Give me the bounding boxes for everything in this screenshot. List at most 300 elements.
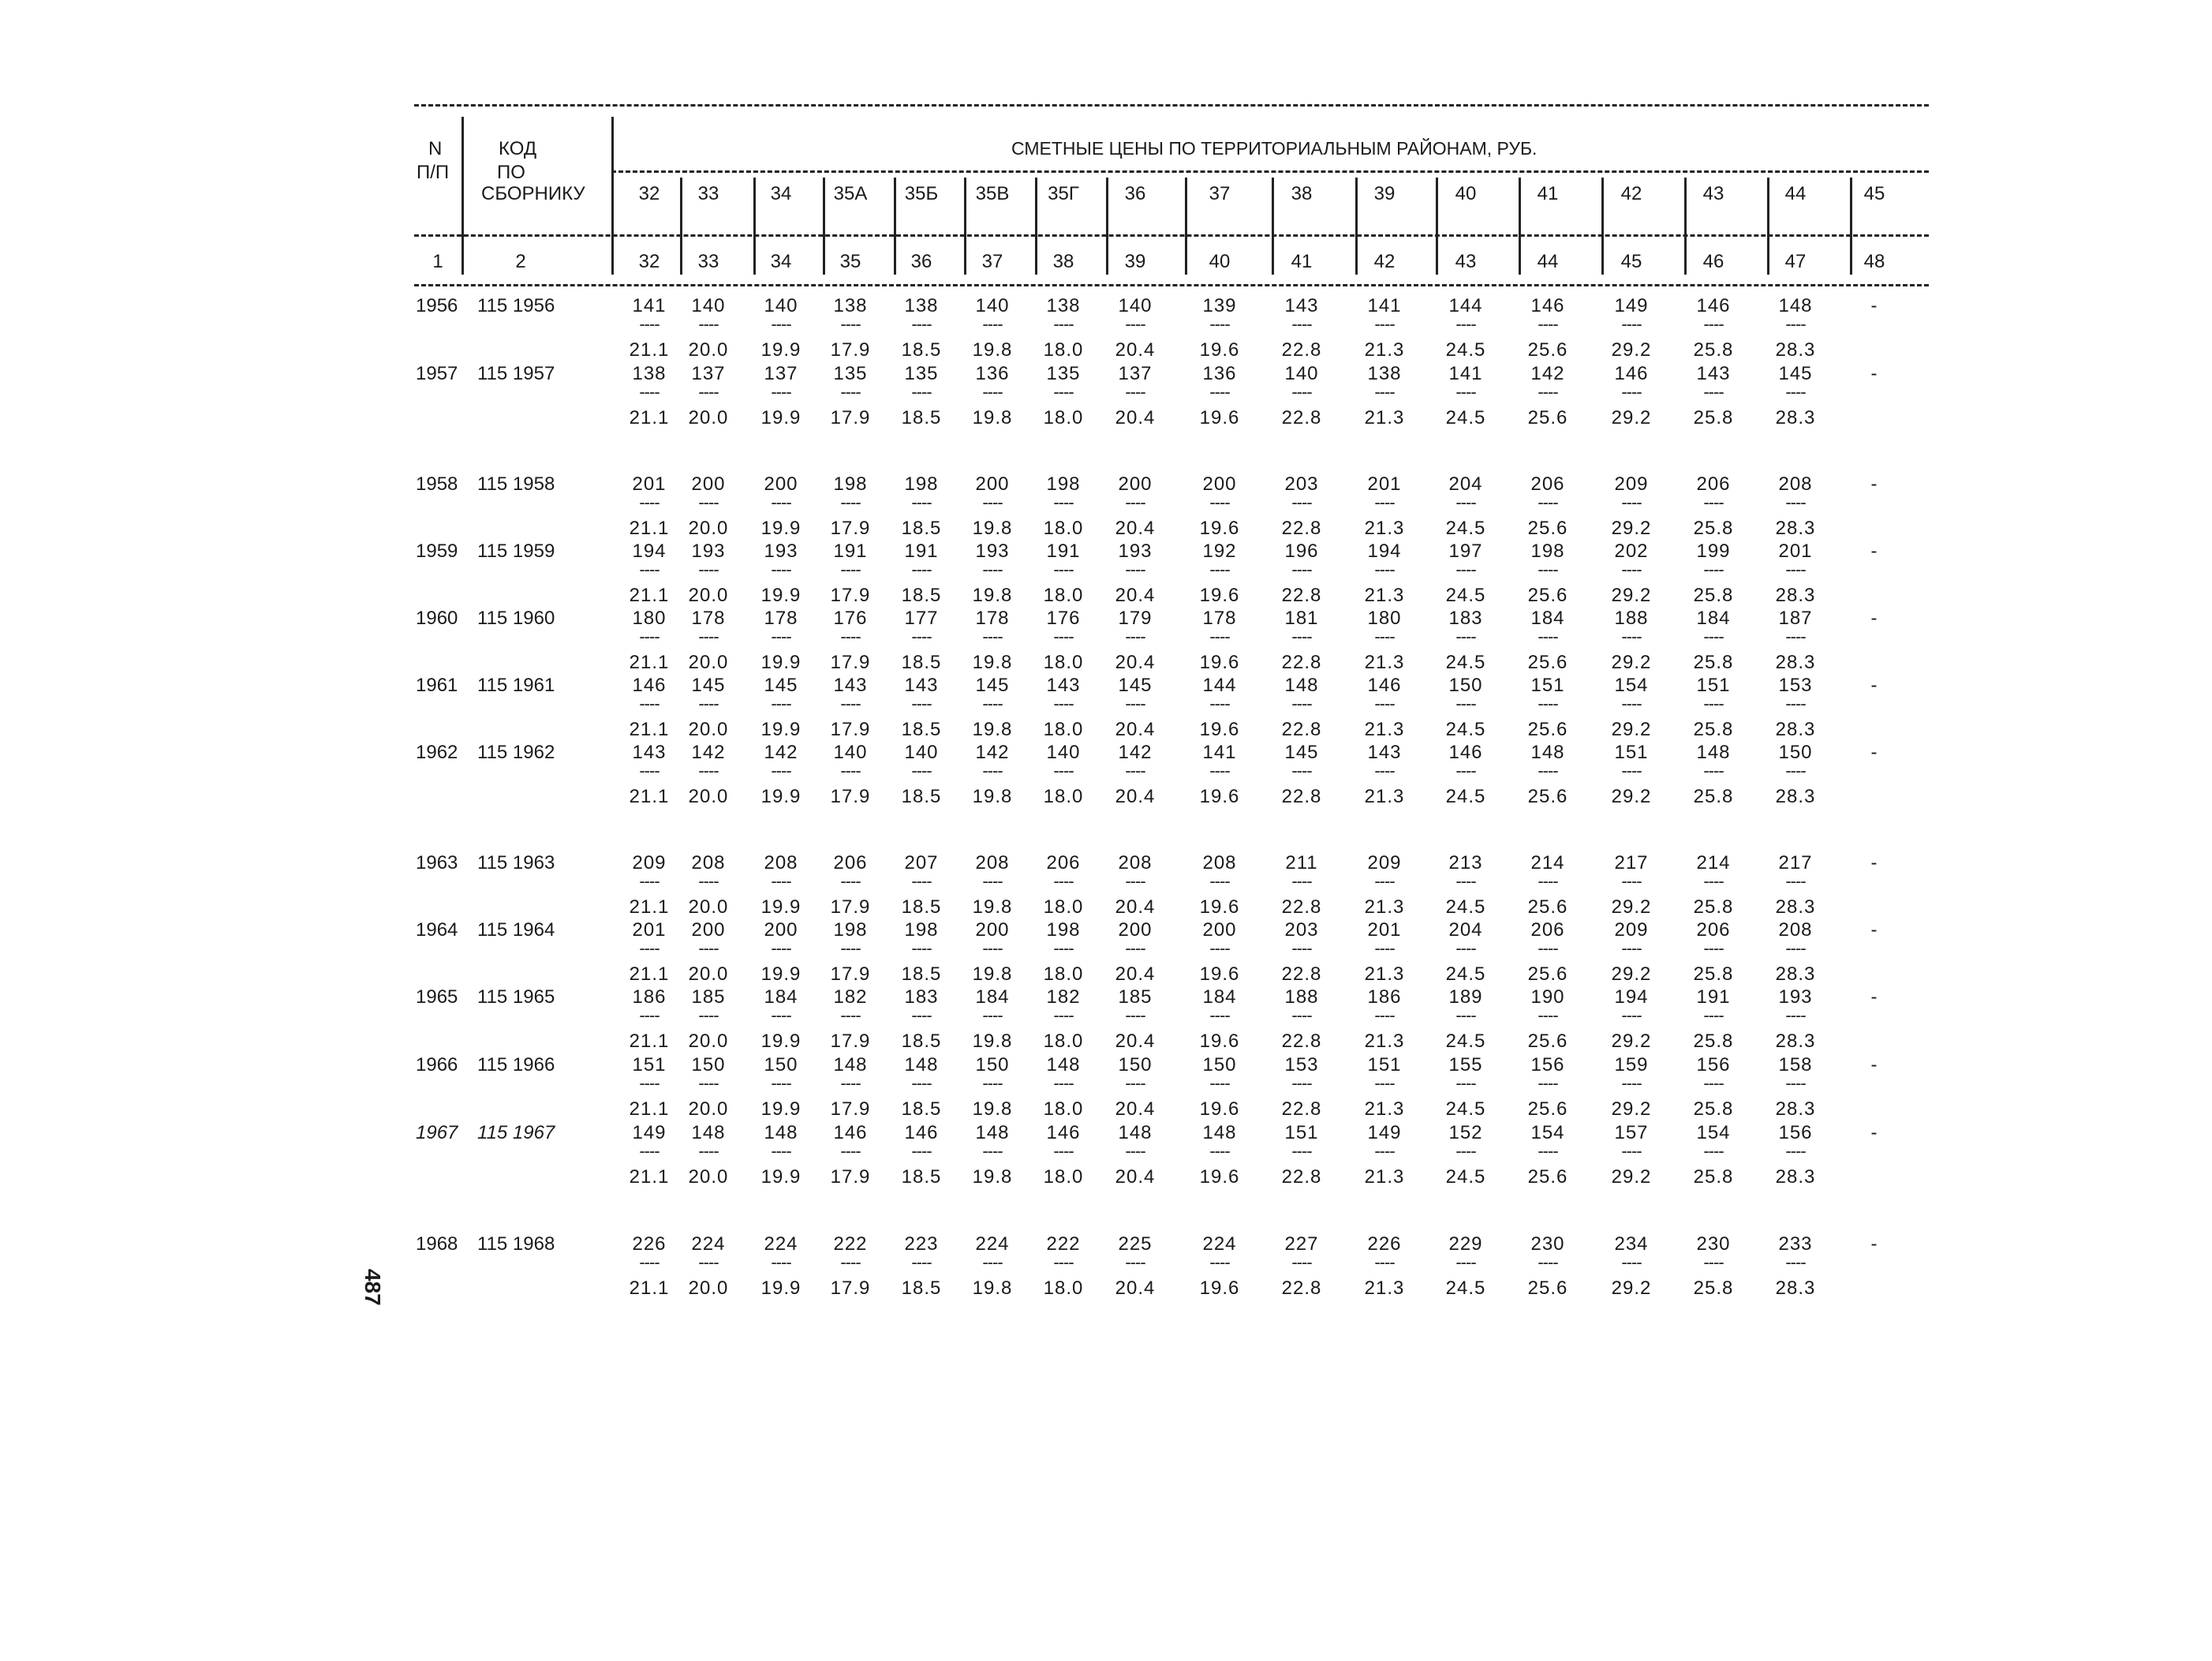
price-value: 142 (691, 742, 726, 763)
price-value: 151 (1367, 1054, 1402, 1076)
price-value: 140 (1118, 295, 1153, 316)
price-value: 185 (1118, 986, 1153, 1008)
fraction-line: ---- (1621, 1073, 1642, 1093)
coefficient-value: 20.4 (1115, 652, 1156, 673)
coefficient-value: 19.8 (972, 1278, 1013, 1299)
fraction-line: ---- (1209, 382, 1230, 402)
coefficient-value: 28.3 (1775, 585, 1816, 606)
fraction-line: ---- (1455, 1005, 1476, 1025)
coefficient-value: 22.8 (1281, 1166, 1322, 1188)
fraction-line: ---- (911, 694, 932, 713)
price-value: 200 (975, 919, 1010, 941)
fraction-line: ---- (639, 492, 659, 512)
coefficient-value: 25.6 (1527, 407, 1568, 428)
fraction-line: ---- (1455, 694, 1476, 713)
price-value: 181 (1284, 608, 1319, 629)
coefficient-value: 25.6 (1527, 786, 1568, 807)
fraction-line: ---- (698, 871, 719, 891)
coefficient-value: 20.0 (688, 1278, 729, 1299)
fraction-line: ---- (639, 871, 659, 891)
fraction-line: ---- (1209, 938, 1230, 958)
coefficient-value: 20.0 (688, 407, 729, 428)
row-np: 1956 (416, 295, 458, 316)
coefficient-value: 19.9 (760, 518, 801, 539)
coefficient-value: 25.6 (1527, 1278, 1568, 1299)
row-np: 1960 (416, 608, 458, 629)
coefficient-value: 29.2 (1611, 585, 1652, 606)
fraction-line: ---- (639, 938, 659, 958)
coefficient-value: 19.9 (760, 1098, 801, 1120)
coefficient-value: 19.6 (1199, 585, 1240, 606)
fraction-line: ---- (911, 1005, 932, 1025)
fraction-line: ---- (639, 627, 659, 646)
coefficient-value: 18.5 (901, 896, 942, 918)
coefficient-value: 22.8 (1281, 1278, 1322, 1299)
coefficient-value: 21.1 (629, 339, 670, 361)
fraction-line: ---- (1785, 938, 1806, 958)
header-divider (1035, 178, 1037, 275)
district-45-value: - (1870, 675, 1878, 696)
coefficient-value: 19.6 (1199, 339, 1240, 361)
fraction-line: ---- (840, 694, 861, 713)
price-value: 148 (1118, 1122, 1153, 1143)
district-45-value: - (1870, 1122, 1878, 1143)
coefficient-value: 20.0 (688, 585, 729, 606)
header-number-7: 36 (910, 251, 932, 272)
header-col-code-a: КОД (499, 138, 537, 159)
coefficient-value: 24.5 (1445, 1098, 1486, 1120)
price-value: 186 (632, 986, 667, 1008)
price-value: 137 (1118, 363, 1153, 384)
price-value: 145 (1284, 742, 1319, 763)
row-code: 115 1957 (477, 363, 555, 384)
district-45-value: - (1870, 608, 1878, 629)
fraction-line: ---- (1209, 1005, 1230, 1025)
coefficient-value: 19.8 (972, 896, 1013, 918)
price-value: 184 (975, 986, 1010, 1008)
coefficient-value: 20.4 (1115, 585, 1156, 606)
fraction-line: ---- (1125, 627, 1145, 646)
coefficient-value: 18.5 (901, 407, 942, 428)
price-value: 198 (1530, 541, 1565, 562)
coefficient-value: 29.2 (1611, 518, 1652, 539)
coefficient-value: 25.8 (1693, 1098, 1734, 1120)
fraction-line: ---- (911, 559, 932, 579)
price-value: 148 (975, 1122, 1010, 1143)
price-value: 211 (1285, 852, 1318, 874)
fraction-line: ---- (911, 382, 932, 402)
header-col-code-b: ПО (497, 162, 525, 183)
coefficient-value: 21.3 (1364, 585, 1405, 606)
row-np: 1959 (416, 541, 458, 562)
coefficient-value: 22.8 (1281, 1098, 1322, 1120)
price-value: 214 (1696, 852, 1731, 874)
fraction-line: ---- (1053, 559, 1074, 579)
district-45-value: - (1870, 919, 1878, 941)
price-value: 138 (632, 363, 667, 384)
fraction-line: ---- (840, 314, 861, 334)
fraction-line: ---- (1785, 627, 1806, 646)
price-value: 224 (1202, 1233, 1237, 1255)
fraction-line: ---- (1785, 761, 1806, 780)
row-np: 1962 (416, 742, 458, 763)
fraction-line: ---- (911, 938, 932, 958)
fraction-line: ---- (1455, 492, 1476, 512)
row-np: 1966 (416, 1054, 458, 1076)
coefficient-value: 25.6 (1527, 963, 1568, 985)
price-value: 139 (1202, 295, 1237, 316)
fraction-line: ---- (840, 1141, 861, 1161)
coefficient-value: 19.9 (760, 1166, 801, 1188)
coefficient-value: 28.3 (1775, 1098, 1816, 1120)
header-number-18: 47 (1784, 251, 1807, 272)
coefficient-value: 24.5 (1445, 518, 1486, 539)
coefficient-value: 29.2 (1611, 1278, 1652, 1299)
coefficient-value: 20.0 (688, 963, 729, 985)
price-value: 225 (1118, 1233, 1153, 1255)
header-divider (1355, 178, 1358, 275)
fraction-line: ---- (1291, 938, 1312, 958)
price-value: 148 (1530, 742, 1565, 763)
fraction-line: ---- (771, 559, 791, 579)
coefficient-value: 19.9 (760, 407, 801, 428)
coefficient-value: 19.8 (972, 1031, 1013, 1052)
price-value: 200 (975, 473, 1010, 495)
fraction-line: ---- (1703, 1252, 1724, 1272)
header-number-9: 38 (1052, 251, 1074, 272)
coefficient-value: 22.8 (1281, 339, 1322, 361)
coefficient-value: 19.6 (1199, 1166, 1240, 1188)
fraction-line: ---- (1785, 1141, 1806, 1161)
coefficient-value: 25.8 (1693, 652, 1734, 673)
fraction-line: ---- (1455, 1252, 1476, 1272)
price-value: 200 (1202, 919, 1237, 941)
price-value: 180 (632, 608, 667, 629)
price-value: 178 (691, 608, 726, 629)
header-divider (1436, 178, 1438, 275)
fraction-line: ---- (1374, 1073, 1395, 1093)
price-value: 209 (1614, 919, 1649, 941)
coefficient-value: 18.0 (1043, 1098, 1084, 1120)
price-value: 150 (1118, 1054, 1153, 1076)
coefficient-value: 22.8 (1281, 963, 1322, 985)
coefficient-value: 21.3 (1364, 963, 1405, 985)
coefficient-value: 21.3 (1364, 1098, 1405, 1120)
price-value: 224 (975, 1233, 1010, 1255)
price-value: 149 (1367, 1122, 1402, 1143)
coefficient-value: 18.5 (901, 963, 942, 985)
price-value: 193 (691, 541, 726, 562)
price-value: 144 (1202, 675, 1237, 696)
header-divider (1106, 178, 1108, 275)
coefficient-value: 25.6 (1527, 652, 1568, 673)
price-value: 150 (1202, 1054, 1237, 1076)
fraction-line: ---- (639, 1073, 659, 1093)
header-district-11: 39 (1373, 183, 1396, 204)
fraction-line: ---- (1053, 1073, 1074, 1093)
price-value: 137 (691, 363, 726, 384)
fraction-line: ---- (771, 871, 791, 891)
price-value: 200 (1118, 919, 1153, 941)
price-value: 156 (1778, 1122, 1813, 1143)
coefficient-value: 24.5 (1445, 339, 1486, 361)
fraction-line: ---- (771, 1005, 791, 1025)
fraction-line: ---- (1209, 559, 1230, 579)
price-value: 143 (833, 675, 868, 696)
price-value: 206 (1696, 919, 1731, 941)
coefficient-value: 19.8 (972, 407, 1013, 428)
fraction-line: ---- (698, 938, 719, 958)
fraction-line: ---- (840, 492, 861, 512)
coefficient-value: 24.5 (1445, 1278, 1486, 1299)
fraction-line: ---- (1125, 492, 1145, 512)
header-district-4: 35А (833, 183, 868, 204)
header-number-19: 48 (1863, 251, 1885, 272)
fraction-line: ---- (1053, 1252, 1074, 1272)
header-divider (1185, 178, 1187, 275)
coefficient-value: 21.1 (629, 1098, 670, 1120)
fraction-line: ---- (1291, 761, 1312, 780)
price-value: 209 (1614, 473, 1649, 495)
coefficient-value: 28.3 (1775, 339, 1816, 361)
header-divider (680, 178, 682, 275)
fraction-line: ---- (1291, 1141, 1312, 1161)
fraction-line: ---- (1374, 1252, 1395, 1272)
fraction-line: ---- (1538, 1252, 1558, 1272)
fraction-line: ---- (771, 314, 791, 334)
coefficient-value: 19.8 (972, 585, 1013, 606)
price-value: 178 (764, 608, 798, 629)
coefficient-value: 18.5 (901, 339, 942, 361)
fraction-line: ---- (1455, 627, 1476, 646)
fraction-line: ---- (639, 559, 659, 579)
header-number-2: 2 (515, 251, 526, 272)
coefficient-value: 28.3 (1775, 1278, 1816, 1299)
coefficient-value: 17.9 (830, 407, 871, 428)
coefficient-value: 20.4 (1115, 1166, 1156, 1188)
coefficient-value: 28.3 (1775, 719, 1816, 740)
fraction-line: ---- (1374, 627, 1395, 646)
price-value: 193 (1778, 986, 1813, 1008)
price-value: 182 (1046, 986, 1081, 1008)
price-value: 234 (1614, 1233, 1649, 1255)
price-value: 158 (1778, 1054, 1813, 1076)
coefficient-value: 29.2 (1611, 1031, 1652, 1052)
coefficient-value: 29.2 (1611, 896, 1652, 918)
coefficient-value: 19.6 (1199, 1098, 1240, 1120)
price-value: 178 (975, 608, 1010, 629)
price-value: 148 (833, 1054, 868, 1076)
coefficient-value: 25.8 (1693, 407, 1734, 428)
price-value: 190 (1530, 986, 1565, 1008)
price-value: 136 (1202, 363, 1237, 384)
district-45-value: - (1870, 986, 1878, 1008)
page-number: 487 (361, 1269, 385, 1306)
header-number-14: 43 (1455, 251, 1477, 272)
fraction-line: ---- (982, 1141, 1003, 1161)
coefficient-value: 20.0 (688, 1098, 729, 1120)
fraction-line: ---- (1785, 559, 1806, 579)
price-value: 140 (975, 295, 1010, 316)
price-value: 208 (1778, 919, 1813, 941)
coefficient-value: 29.2 (1611, 339, 1652, 361)
price-value: 200 (764, 919, 798, 941)
header-divider (1272, 178, 1274, 275)
price-value: 209 (632, 852, 667, 874)
district-45-value: - (1870, 541, 1878, 562)
fraction-line: ---- (840, 871, 861, 891)
fraction-line: ---- (1053, 1005, 1074, 1025)
header-sub-rule (414, 234, 1929, 237)
fraction-line: ---- (1374, 1005, 1395, 1025)
coefficient-value: 25.8 (1693, 518, 1734, 539)
price-value: 143 (1046, 675, 1081, 696)
price-value: 148 (1284, 675, 1319, 696)
district-45-value: - (1870, 852, 1878, 874)
price-value: 198 (904, 919, 939, 941)
fraction-line: ---- (1125, 1252, 1145, 1272)
fraction-line: ---- (1621, 492, 1642, 512)
price-value: 201 (1367, 919, 1402, 941)
price-value: 188 (1284, 986, 1319, 1008)
coefficient-value: 29.2 (1611, 1098, 1652, 1120)
row-code: 115 1959 (477, 541, 555, 562)
coefficient-value: 25.8 (1693, 1031, 1734, 1052)
coefficient-value: 18.5 (901, 786, 942, 807)
price-value: 159 (1614, 1054, 1649, 1076)
price-value: 143 (1367, 742, 1402, 763)
fraction-line: ---- (1538, 559, 1558, 579)
price-value: 208 (1202, 852, 1237, 874)
coefficient-value: 25.6 (1527, 518, 1568, 539)
header-divider (823, 178, 825, 275)
price-value: 194 (1614, 986, 1649, 1008)
fraction-line: ---- (1455, 559, 1476, 579)
fraction-line: ---- (982, 627, 1003, 646)
coefficient-value: 18.5 (901, 1098, 942, 1120)
header-district-16: 44 (1784, 183, 1807, 204)
fraction-line: ---- (1053, 1141, 1074, 1161)
coefficient-value: 19.6 (1199, 652, 1240, 673)
fraction-line: ---- (1209, 761, 1230, 780)
fraction-line: ---- (771, 1141, 791, 1161)
fraction-line: ---- (1291, 492, 1312, 512)
price-value: 148 (764, 1122, 798, 1143)
coefficient-value: 21.1 (629, 407, 670, 428)
coefficient-value: 18.0 (1043, 407, 1084, 428)
coefficient-value: 25.6 (1527, 896, 1568, 918)
price-value: 146 (1448, 742, 1483, 763)
coefficient-value: 17.9 (830, 518, 871, 539)
coefficient-value: 24.5 (1445, 896, 1486, 918)
fraction-line: ---- (1374, 1141, 1395, 1161)
price-value: 196 (1284, 541, 1319, 562)
price-value: 146 (1614, 363, 1649, 384)
price-value: 197 (1448, 541, 1483, 562)
price-value: 143 (1696, 363, 1731, 384)
coefficient-value: 21.1 (629, 719, 670, 740)
coefficient-value: 17.9 (830, 719, 871, 740)
price-value: 206 (1696, 473, 1731, 495)
fraction-line: ---- (1053, 694, 1074, 713)
coefficient-value: 19.8 (972, 786, 1013, 807)
fraction-line: ---- (840, 1252, 861, 1272)
row-code: 115 1958 (477, 473, 555, 495)
header-number-8: 37 (981, 251, 1003, 272)
price-value: 198 (904, 473, 939, 495)
header-district-14: 42 (1620, 183, 1642, 204)
fraction-line: ---- (1374, 314, 1395, 334)
fraction-line: ---- (840, 382, 861, 402)
price-value: 191 (904, 541, 939, 562)
price-value: 180 (1367, 608, 1402, 629)
price-value: 193 (975, 541, 1010, 562)
row-np: 1968 (416, 1233, 458, 1255)
price-value: 150 (691, 1054, 726, 1076)
coefficient-value: 24.5 (1445, 963, 1486, 985)
coefficient-value: 20.0 (688, 1031, 729, 1052)
fraction-line: ---- (639, 694, 659, 713)
fraction-line: ---- (1455, 871, 1476, 891)
row-code: 115 1964 (477, 919, 555, 941)
coefficient-value: 20.4 (1115, 1098, 1156, 1120)
row-np: 1967 (416, 1122, 458, 1143)
price-value: 185 (691, 986, 726, 1008)
coefficient-value: 19.9 (760, 585, 801, 606)
price-value: 145 (764, 675, 798, 696)
coefficient-value: 21.1 (629, 585, 670, 606)
price-value: 204 (1448, 919, 1483, 941)
coefficient-value: 24.5 (1445, 719, 1486, 740)
header-number-17: 46 (1702, 251, 1724, 272)
price-value: 230 (1696, 1233, 1731, 1255)
fraction-line: ---- (982, 382, 1003, 402)
price-value: 199 (1696, 541, 1731, 562)
header-divider (1850, 178, 1852, 275)
header-divider (753, 178, 756, 275)
fraction-line: ---- (698, 492, 719, 512)
row-code: 115 1966 (477, 1054, 555, 1076)
price-value: 200 (1202, 473, 1237, 495)
price-value: 141 (1202, 742, 1237, 763)
price-value: 145 (1118, 675, 1153, 696)
coefficient-value: 18.0 (1043, 585, 1084, 606)
price-value: 201 (1778, 541, 1813, 562)
price-value: 208 (1778, 473, 1813, 495)
fraction-line: ---- (982, 314, 1003, 334)
price-value: 206 (1530, 919, 1565, 941)
price-value: 149 (632, 1122, 667, 1143)
price-value: 143 (632, 742, 667, 763)
fraction-line: ---- (1621, 938, 1642, 958)
price-value: 141 (1448, 363, 1483, 384)
fraction-line: ---- (1209, 1141, 1230, 1161)
coefficient-value: 21.3 (1364, 1278, 1405, 1299)
coefficient-value: 25.6 (1527, 1031, 1568, 1052)
coefficient-value: 19.6 (1199, 407, 1240, 428)
coefficient-value: 20.4 (1115, 786, 1156, 807)
header-col-np-a: N (428, 138, 443, 159)
header-number-15: 44 (1537, 251, 1559, 272)
coefficient-value: 24.5 (1445, 407, 1486, 428)
row-code: 115 1963 (477, 852, 555, 874)
row-code: 115 1961 (477, 675, 555, 696)
header-col-code-c: СБОРНИКУ (481, 183, 585, 204)
price-value: 183 (904, 986, 939, 1008)
header-divider (964, 178, 966, 275)
coefficient-value: 18.0 (1043, 518, 1084, 539)
coefficient-value: 19.9 (760, 1031, 801, 1052)
